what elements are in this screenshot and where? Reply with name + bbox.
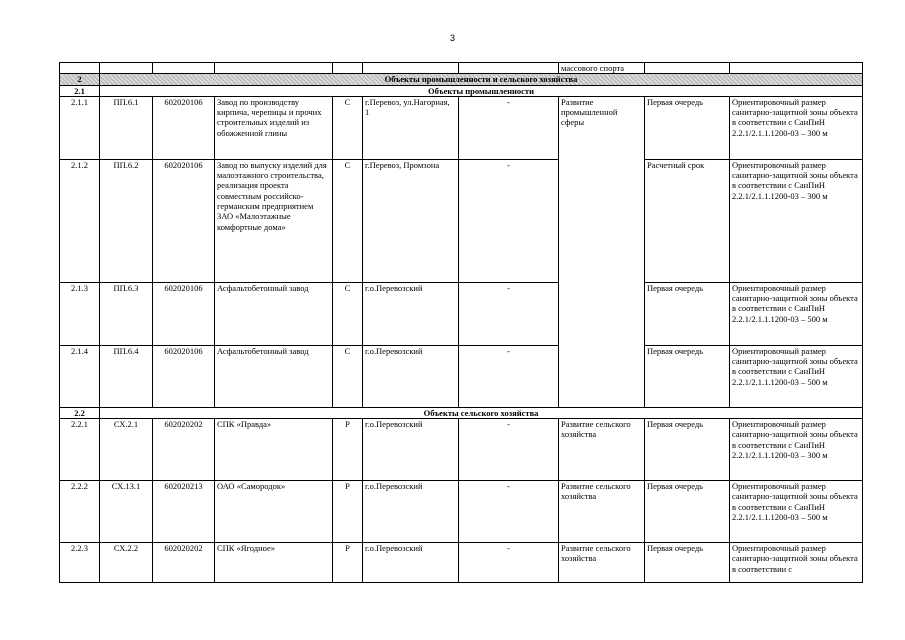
stage: Расчетный срок — [645, 159, 730, 282]
object-code: ПП.6.4 — [100, 345, 153, 407]
section-title: Объекты сельского хозяйства — [100, 407, 863, 418]
status: С — [333, 345, 363, 407]
stage: Первая очередь — [645, 419, 730, 481]
section-title: Объекты промышленности и сельского хозяйства — [100, 74, 863, 85]
object-name: Завод по выпуску изделий для малоэтажного строительства, реализация проекта совместным российско-германским предприятием ЗАО «Малоэтажные комфортные дома» — [215, 159, 333, 282]
location: г.Перевоз, ул.Нагорная, 1 — [363, 96, 459, 159]
table-row — [60, 282, 863, 345]
note: Ориентировочный размер санитарно-защитной зоны объекта в соответствии с — [730, 543, 863, 583]
section-number: 2 — [60, 74, 100, 85]
status: Р — [333, 543, 363, 583]
table-row — [60, 159, 863, 282]
stage: Первая очередь — [645, 282, 730, 345]
object-name: Завод по производству кирпича, черепицы и прочих строительных изделий из обожженной глины — [215, 96, 333, 159]
page-number: 3 — [449, 33, 455, 43]
location: г.о.Перевозский — [363, 543, 459, 583]
location: г.о.Перевозский — [363, 345, 459, 407]
row-number: 2.1.2 — [60, 159, 100, 282]
note: Ориентировочный размер санитарно-защитной зоны объекта в соответствии с СанПиН 2.2.1/2.1.1.1200-03 – 300 м — [730, 159, 863, 282]
dash-cell: - — [459, 345, 559, 407]
stage: Первая очередь — [645, 481, 730, 543]
dash-cell: - — [459, 481, 559, 543]
stage: Первая очередь — [645, 345, 730, 407]
status: Р — [333, 419, 363, 481]
table-row — [60, 419, 863, 481]
note: Ориентировочный размер санитарно-защитной зоны объекта в соответствии с СанПиН 2.2.1/2.1.1.1200-03 – 300 м — [730, 96, 863, 159]
purpose-cell: Развитие сельского хозяйства — [559, 419, 645, 481]
location: г.о.Перевозский — [363, 419, 459, 481]
object-code: СХ.2.2 — [100, 543, 153, 583]
oktmo-code: 602020213 — [153, 481, 215, 543]
dash-cell: - — [459, 419, 559, 481]
row-number: 2.1.3 — [60, 282, 100, 345]
purpose-cell: Развитие промышленной сферы — [559, 96, 645, 407]
dash-cell: - — [459, 96, 559, 159]
oktmo-code: 602020202 — [153, 543, 215, 583]
note: Ориентировочный размер санитарно-защитной зоны объекта в соответствии с СанПиН 2.2.1/2.1.1.1200-03 – 500 м — [730, 345, 863, 407]
continuation-row — [60, 63, 863, 74]
status: С — [333, 159, 363, 282]
status: С — [333, 282, 363, 345]
oktmo-code: 602020202 — [153, 419, 215, 481]
oktmo-code: 602020106 — [153, 345, 215, 407]
object-code: СХ.13.1 — [100, 481, 153, 543]
dash-cell: - — [459, 282, 559, 345]
stage: Первая очередь — [645, 96, 730, 159]
status: Р — [333, 481, 363, 543]
location: г.Перевоз, Промзона — [363, 159, 459, 282]
object-code: СХ.2.1 — [100, 419, 153, 481]
row-number: 2.2.3 — [60, 543, 100, 583]
table-row — [60, 345, 863, 407]
purpose-cell: Развитие сельского хозяйства — [559, 543, 645, 583]
object-name: СПК «Ягодное» — [215, 543, 333, 583]
object-code: ПП.6.3 — [100, 282, 153, 345]
dash-cell: - — [459, 543, 559, 583]
stage: Первая очередь — [645, 543, 730, 583]
note: Ориентировочный размер санитарно-защитной зоны объекта в соответствии с СанПиН 2.2.1/2.1.1.1200-03 – 500 м — [730, 481, 863, 543]
note: Ориентировочный размер санитарно-защитной зоны объекта в соответствии с СанПиН 2.2.1/2.1.1.1200-03 – 500 м — [730, 282, 863, 345]
section-header-2-2 — [60, 407, 863, 418]
location: г.о.Перевозский — [363, 481, 459, 543]
row-number: 2.1.4 — [60, 345, 100, 407]
section-header-2-1 — [60, 85, 863, 96]
table-row — [60, 96, 863, 159]
object-code: ПП.6.2 — [100, 159, 153, 282]
object-name: ОАО «Самородок» — [215, 481, 333, 543]
section-number: 2.1 — [60, 85, 100, 96]
purpose-cell: Развитие сельского хозяйства — [559, 481, 645, 543]
oktmo-code: 602020106 — [153, 159, 215, 282]
table-row — [60, 543, 863, 583]
oktmo-code: 602020106 — [153, 96, 215, 159]
objects-table — [59, 62, 863, 583]
row-number: 2.2.2 — [60, 481, 100, 543]
row-number: 2.1.1 — [60, 96, 100, 159]
note: Ориентировочный размер санитарно-защитной зоны объекта в соответствии с СанПиН 2.2.1/2.1.1.1200-03 – 300 м — [730, 419, 863, 481]
object-name: СПК «Правда» — [215, 419, 333, 481]
section-title: Объекты промышленности — [100, 85, 863, 96]
table-row — [60, 481, 863, 543]
row-number: 2.2.1 — [60, 419, 100, 481]
object-code: ПП.6.1 — [100, 96, 153, 159]
object-name: Асфальтобетонный завод — [215, 282, 333, 345]
dash-cell: - — [459, 159, 559, 282]
object-name: Асфальтобетонный завод — [215, 345, 333, 407]
purpose-cell: массового спорта — [559, 63, 645, 74]
oktmo-code: 602020106 — [153, 282, 215, 345]
section-header-2 — [60, 74, 863, 85]
status: С — [333, 96, 363, 159]
location: г.о.Перевозский — [363, 282, 459, 345]
section-number: 2.2 — [60, 407, 100, 418]
